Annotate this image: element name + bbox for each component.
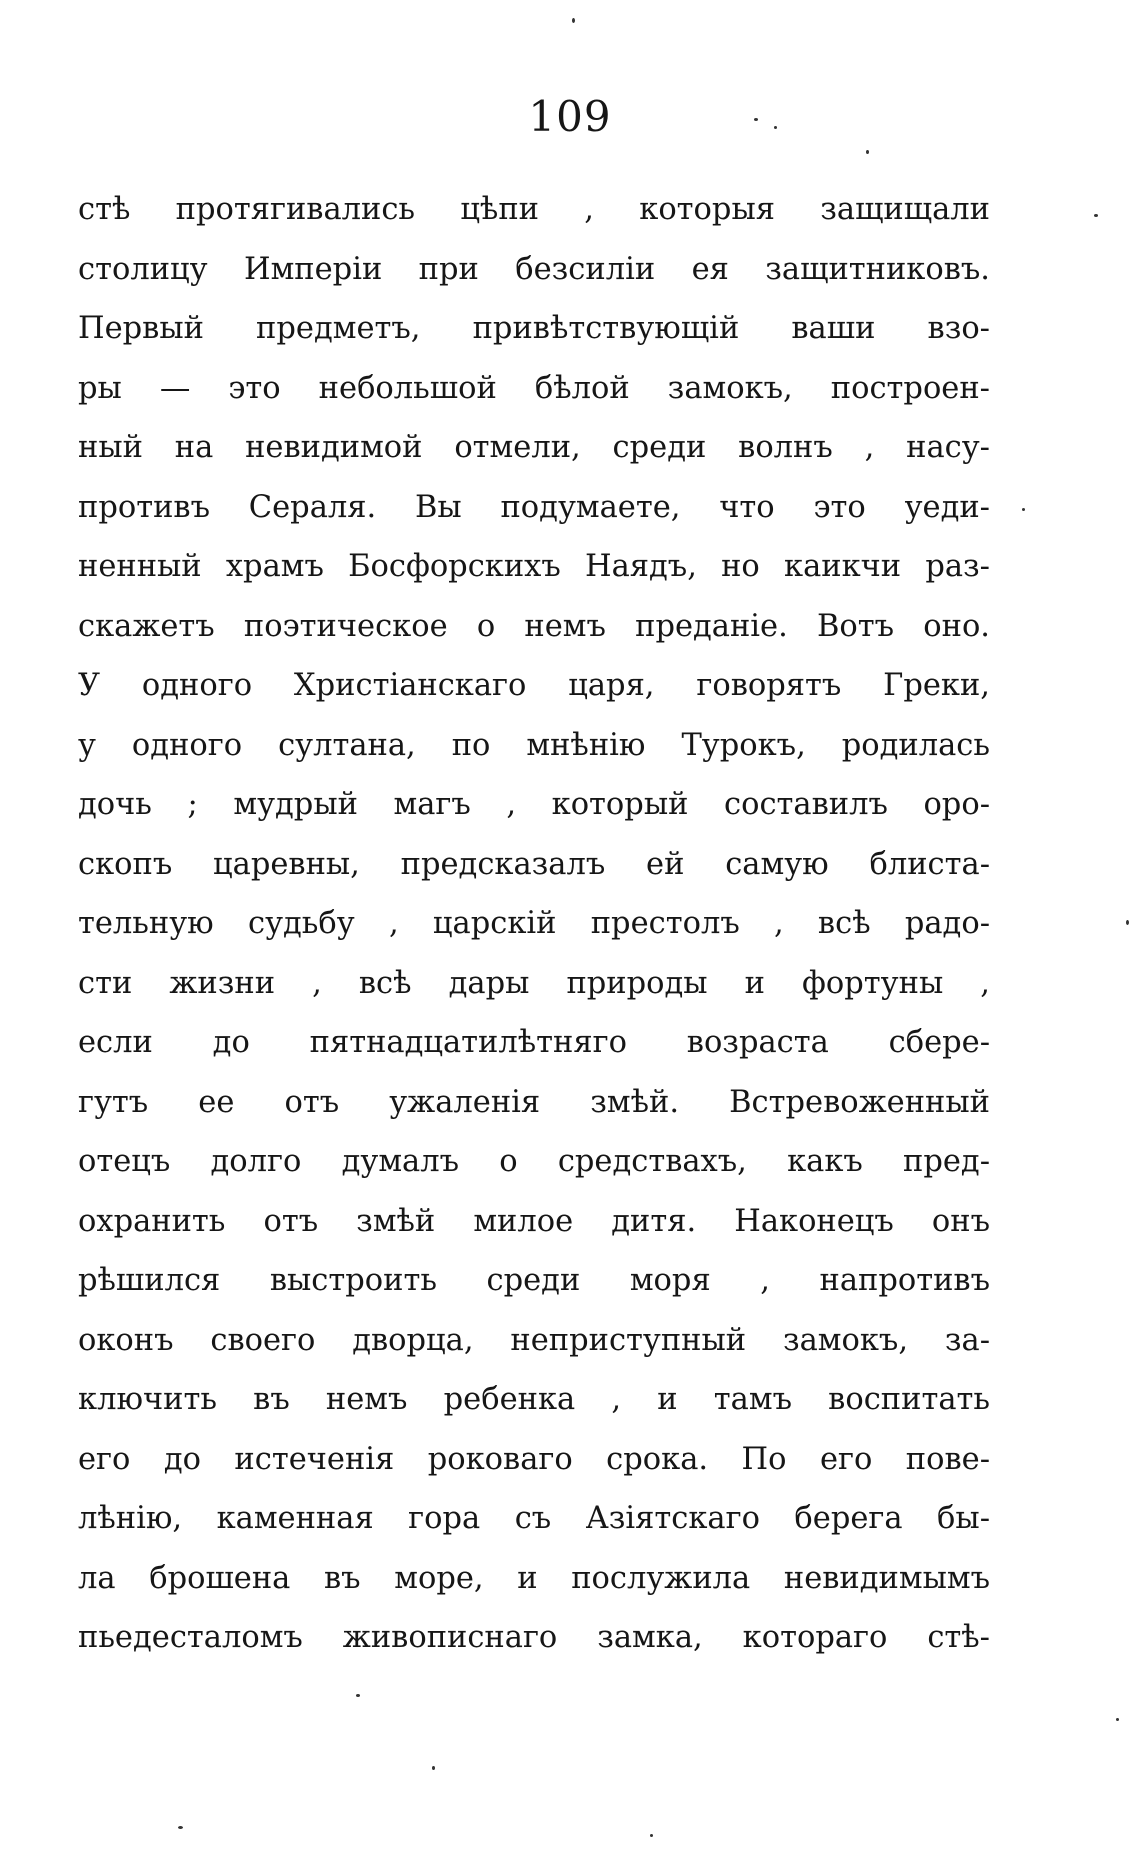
text-line: скопъ царевны, предсказалъ ей самую блиста- bbox=[78, 846, 990, 882]
text-line: столицу Имперіи при безсиліи ея защитниковъ. bbox=[78, 251, 990, 287]
scan-speck bbox=[866, 150, 869, 154]
text-line: рѣшился выстроить среди моря , напротивъ bbox=[78, 1263, 990, 1298]
text-line: скажетъ поэтическое о немъ преданіе. Вотъ оно. bbox=[78, 608, 990, 644]
text-line: ненный храмъ Босфорскихъ Наядъ, но каикчи раз- bbox=[78, 549, 990, 584]
text-line: сти жизни , всѣ дары природы и фортуны , bbox=[78, 965, 990, 1001]
scan-speck bbox=[754, 118, 758, 121]
text-line: оконъ своего дворца, неприступный замокъ, за- bbox=[78, 1322, 990, 1358]
scan-speck bbox=[572, 18, 575, 23]
text-line: ла брошена въ море, и послужила невидимымъ bbox=[78, 1560, 990, 1596]
text-line: если до пятнадцатилѣтняго возраста сбере- bbox=[78, 1025, 990, 1060]
text-line: тельную судьбу , царскій престолъ , всѣ радо- bbox=[78, 906, 990, 941]
text-line: охранить отъ змѣй милое дитя. Наконецъ онъ bbox=[78, 1203, 990, 1239]
scan-speck bbox=[774, 126, 777, 129]
text-line: стѣ протягивались цѣпи , которыя защищали bbox=[78, 192, 990, 227]
scan-speck bbox=[1094, 214, 1098, 217]
scan-speck bbox=[178, 1826, 183, 1829]
text-line: Первый предметъ, привѣтствующій ваши взо- bbox=[78, 311, 990, 346]
text-line: гутъ ее отъ ужаленія змѣй. Встревоженный bbox=[78, 1084, 990, 1120]
text-line: дочь ; мудрый магъ , который составилъ оро- bbox=[78, 787, 990, 822]
text-line: У одного Христіанскаго царя, говорятъ Греки, bbox=[78, 668, 990, 703]
text-line: ный на невидимой отмели, среди волнъ , насу- bbox=[78, 430, 990, 465]
text-line: ры — это небольшой бѣлой замокъ, построен- bbox=[78, 370, 990, 406]
text-line: у одного султана, по мнѣнію Турокъ, родилась bbox=[78, 727, 990, 763]
text-line: его до истеченія роковаго срока. По его повe- bbox=[78, 1441, 990, 1477]
text-line: пьедесталомъ живописнаго замка, котораго стѣ- bbox=[78, 1620, 990, 1655]
scan-speck bbox=[432, 1766, 435, 1770]
page-number: 109 bbox=[528, 92, 612, 141]
scan-speck bbox=[650, 1834, 653, 1837]
text-line: лѣнію, каменная гора съ Азіятскаго берега бы- bbox=[78, 1501, 990, 1536]
scan-speck bbox=[1126, 920, 1129, 925]
scan-speck bbox=[1022, 508, 1025, 511]
scan-speck bbox=[1116, 1718, 1119, 1721]
scan-speck bbox=[356, 1694, 360, 1697]
text-line: ключить въ немъ ребенка , и тамъ воспитать bbox=[78, 1382, 990, 1417]
body-text bbox=[78, 180, 990, 1668]
text-line: противъ Сераля. Вы подумаете, что это уеди- bbox=[78, 489, 990, 525]
text-line: отецъ долго думалъ о средствахъ, какъ пред- bbox=[78, 1144, 990, 1179]
